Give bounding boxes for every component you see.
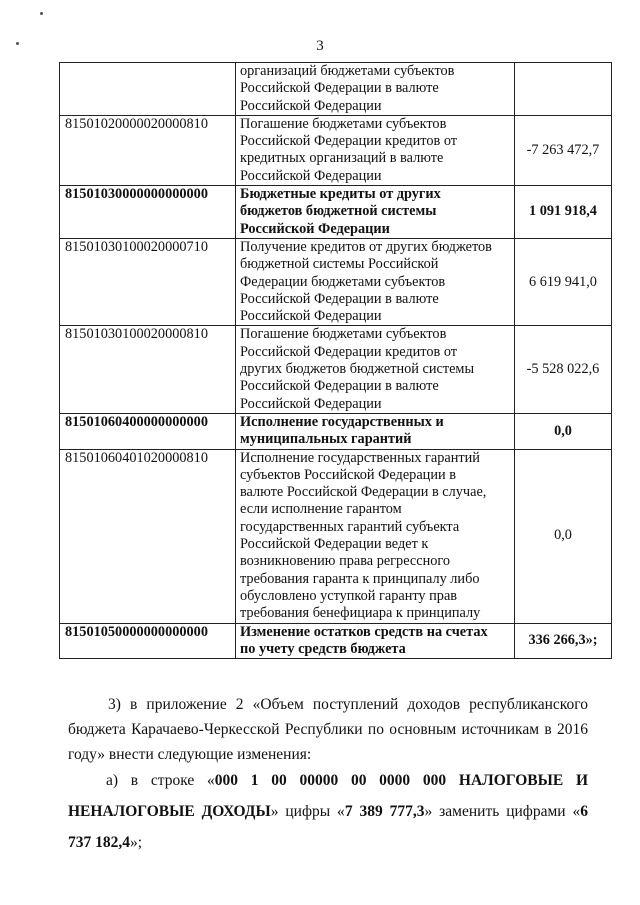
row-description <box>236 413 515 449</box>
scan-speck <box>16 42 19 45</box>
description-line: Исполнение государственных гарантий <box>240 449 480 466</box>
amendment-old-value: 7 389 777,3 <box>344 802 425 820</box>
row-description <box>236 623 515 659</box>
description-line: бюджетной системы Российской <box>240 256 439 273</box>
description-line: по учету средств бюджета <box>240 640 406 657</box>
amendment-text-1: а) в строке « <box>106 771 215 789</box>
table-row <box>60 63 612 116</box>
description-line: Изменение остатков средств на счетах <box>240 623 488 640</box>
amendment-new-value: 6 737 182,4 <box>68 802 588 851</box>
row-amount: 0,0 <box>515 413 612 449</box>
row-amount <box>515 63 612 116</box>
page-number: 3 <box>316 38 324 54</box>
paragraph-amendment-a <box>68 765 588 858</box>
description-line: Исполнение государственных и <box>240 413 444 430</box>
description-line: Российской Федерации <box>240 395 382 412</box>
description-line: Получение кредитов от других бюджетов <box>240 238 492 255</box>
amendment-text-2: » цифры « <box>270 802 345 820</box>
row-code: 81501060401020000810 <box>60 449 236 623</box>
table-row <box>60 115 612 185</box>
row-code: 81501020000020000810 <box>60 115 236 185</box>
row-description <box>236 186 515 239</box>
description-line: Российской Федерации в валюте <box>240 290 439 307</box>
description-line: субъектов Российской Федерации в <box>240 466 456 483</box>
table-row <box>60 413 612 449</box>
row-description <box>236 63 515 116</box>
description-line: Погашение бюджетами субъектов <box>240 326 447 343</box>
description-line: Российской Федерации в валюте <box>240 378 439 395</box>
row-amount: 6 619 941,0 <box>515 238 612 325</box>
row-code: 81501060400000000000 <box>60 413 236 449</box>
description-line: муниципальных гарантий <box>240 431 412 448</box>
description-line: других бюджетов бюджетной системы <box>240 361 475 378</box>
description-line: обусловлено уступкой гаранту прав <box>240 587 458 604</box>
budget-sources-table <box>59 62 612 659</box>
description-line: государственных гарантий субъекта <box>240 518 460 535</box>
description-line: бюджетов бюджетной системы <box>240 203 437 220</box>
description-line: валюте Российской Федерации в случае, <box>240 484 487 501</box>
description-line: организаций бюджетами субъектов <box>240 63 455 79</box>
description-line: Российской Федерации кредитов от <box>240 133 458 150</box>
paragraph-appendix-2: 3) в приложение 2 «Объем поступлений доходов республиканского бюджета Карачаево-Черкесской Республики по основным источникам в 2016 году» внести следующие изменения: <box>68 695 588 763</box>
amendment-text-4: »; <box>130 833 143 851</box>
description-line: Погашение бюджетами субъектов <box>240 115 447 132</box>
row-amount: -5 528 022,6 <box>515 326 612 413</box>
row-amount: 0,0 <box>515 449 612 623</box>
description-line: Российской Федерации <box>240 220 390 237</box>
row-description <box>236 115 515 185</box>
row-description <box>236 238 515 325</box>
description-line: Российской Федерации кредитов от <box>240 343 458 360</box>
scan-speck <box>40 12 43 15</box>
table-row <box>60 449 612 623</box>
description-line: кредитных организаций в валюте <box>240 150 444 167</box>
row-amount: 1 091 918,4 <box>515 186 612 239</box>
description-line: Российской Федерации <box>240 167 382 184</box>
amendment-line-label: 000 1 00 00000 00 0000 000 НАЛОГОВЫЕ И НЕНАЛОГОВЫЕ ДОХОДЫ <box>68 771 589 820</box>
description-line: Бюджетные кредиты от других <box>240 186 441 203</box>
description-line: требования бенефициара к принципалу <box>240 605 481 622</box>
table-row <box>60 186 612 239</box>
row-code: 81501030000000000000 <box>60 186 236 239</box>
row-code <box>60 63 236 116</box>
table-row <box>60 238 612 325</box>
amendment-text-3: » заменить цифрами « <box>424 802 581 820</box>
description-line: Российской Федерации <box>240 308 382 325</box>
row-description <box>236 326 515 413</box>
row-code: 81501030100020000810 <box>60 326 236 413</box>
description-line: возникновению права регрессного <box>240 553 451 570</box>
row-description <box>236 449 515 623</box>
table-row <box>60 623 612 659</box>
description-line: Российской Федерации ведет к <box>240 536 429 553</box>
description-line: Российской Федерации в валюте <box>240 80 439 97</box>
row-code: 81501050000000000000 <box>60 623 236 659</box>
description-line: Российской Федерации <box>240 97 382 114</box>
description-line: Федерации бюджетами субъектов <box>240 273 446 290</box>
row-code: 81501030100020000710 <box>60 238 236 325</box>
table-row <box>60 326 612 413</box>
row-amount: -7 263 472,7 <box>515 115 612 185</box>
description-line: требования гаранта к принципалу либо <box>240 570 480 587</box>
row-amount: 336 266,3»; <box>515 623 612 659</box>
description-line: если исполнение гарантом <box>240 501 402 518</box>
